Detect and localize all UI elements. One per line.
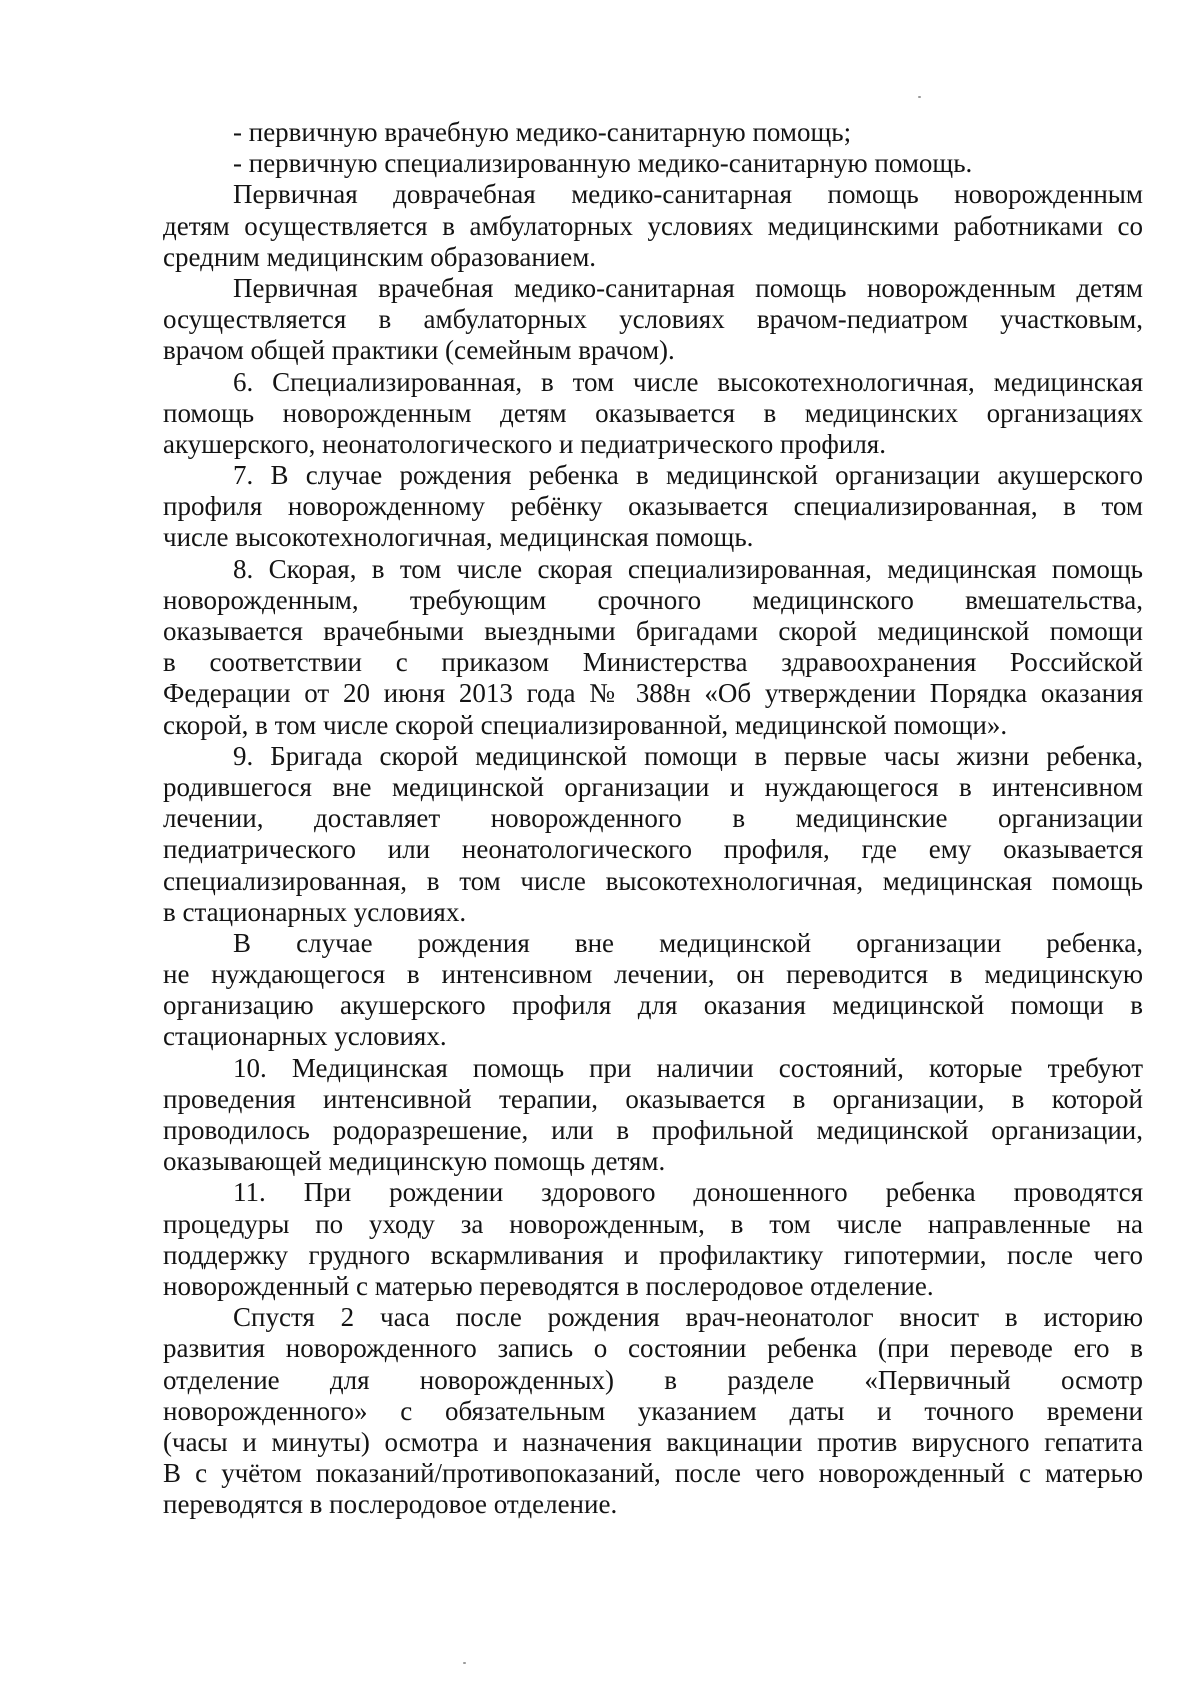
clause-10-line: проведения интенсивной терапии, оказывается в организации, в которой bbox=[163, 1083, 1143, 1114]
clause-9-line: педиатрического или неонатологического профиля, где ему оказывается bbox=[163, 834, 1143, 865]
clause-8-line: в соответствии с приказом Министерства здравоохранения Российской bbox=[163, 647, 1143, 678]
list-item-primary-physician-care: - первичную врачебную медико-санитарную помощь; bbox=[233, 117, 852, 147]
paragraph-line: организацию акушерского профиля для оказания медицинской помощи в bbox=[163, 990, 1143, 1021]
clause-11-line: 11. При рождении здорового доношенного ребенка проводятся bbox=[233, 1177, 1143, 1208]
paragraph-line: новорожденного» с обязательным указанием даты и точного времени bbox=[163, 1395, 1143, 1426]
clause-6-line: 6. Специализированная, в том числе высокотехнологичная, медицинская bbox=[233, 366, 1143, 397]
paragraph-line: Спустя 2 часа после рождения врач-неонатолог вносит в историю bbox=[233, 1302, 1143, 1333]
paragraph-line: детям осуществляется в амбулаторных условиях медицинскими работниками со bbox=[163, 210, 1143, 241]
clause-8-line: 8. Скорая, в том числе скорая специализированная, медицинская помощь bbox=[233, 553, 1143, 584]
paragraph-line: врачом общей практики (семейным врачом). bbox=[163, 335, 675, 366]
clause-10-line: 10. Медицинская помощь при наличии состояний, которые требуют bbox=[233, 1052, 1143, 1083]
paragraph-line: В с учётом показаний/противопоказаний, после чего новорожденный с матерью bbox=[163, 1458, 1143, 1489]
clause-7-line: профиля новорожденному ребёнку оказывается специализированная, в том bbox=[163, 491, 1143, 522]
clause-8-line: новорожденным, требующим срочного медицинского вмешательства, bbox=[163, 584, 1143, 615]
clause-8-line: скорой, в том числе скорой специализированной, медицинской помощи». bbox=[163, 709, 1008, 740]
clause-9-line: родившегося вне медицинской организации и нуждающегося в интенсивном bbox=[163, 771, 1143, 802]
clause-9-line: специализированная, в том числе высокотехнологичная, медицинская помощь bbox=[163, 865, 1143, 896]
paragraph-line: переводятся в послеродовое отделение. bbox=[163, 1489, 618, 1520]
paragraph-line: В случае рождения вне медицинской организации ребенка, bbox=[233, 927, 1143, 958]
scan-speck bbox=[463, 1662, 466, 1664]
clause-8-line: оказывается врачебными выездными бригадами скорой медицинской помощи bbox=[163, 616, 1143, 646]
paragraph-line: развития новорожденного запись о состоянии ребенка (при переводе его в bbox=[163, 1333, 1143, 1364]
paragraph-line: (часы и минуты) осмотра и назначения вакцинации против вирусного гепатита bbox=[163, 1426, 1143, 1457]
clause-6-line: помощь новорожденным детям оказывается в медицинских организациях bbox=[163, 397, 1143, 428]
paragraph-line: стационарных условиях. bbox=[163, 1021, 447, 1052]
scan-speck bbox=[918, 96, 921, 98]
paragraph-line: осуществляется в амбулаторных условиях врачом-педиатром участковым, bbox=[163, 304, 1143, 335]
paragraph-line: отделение для новорожденных) в разделе «Первичный осмотр bbox=[163, 1364, 1143, 1395]
clause-9-line: лечении, доставляет новорожденного в медицинские организации bbox=[163, 803, 1143, 834]
document-body bbox=[163, 117, 1143, 1520]
clause-9-line: 9. Бригада скорой медицинской помощи в первые часы жизни ребенка, bbox=[233, 740, 1143, 771]
clause-9-line: в стационарных условиях. bbox=[163, 896, 467, 927]
clause-6-line: акушерского, неонатологического и педиатрического профиля. bbox=[163, 428, 886, 459]
paragraph-line: средним медицинским образованием. bbox=[163, 241, 597, 272]
clause-7-line: 7. В случае рождения ребенка в медицинской организации акушерского bbox=[233, 460, 1143, 491]
clause-10-line: оказывающей медицинскую помощь детям. bbox=[163, 1146, 666, 1177]
clause-11-line: процедуры по уходу за новорожденным, в том числе направленные на bbox=[163, 1208, 1143, 1239]
list-item-primary-specialized-care: - первичную специализированную медико-санитарную помощь. bbox=[233, 148, 973, 179]
paragraph-line: Первичная доврачебная медико-санитарная помощь новорожденным bbox=[233, 179, 1143, 210]
paragraph-line: Первичная врачебная медико-санитарная помощь новорожденным детям bbox=[233, 272, 1143, 303]
clause-10-line: проводилось родоразрешение, или в профильной медицинской организации, bbox=[163, 1115, 1143, 1145]
paragraph-line: не нуждающегося в интенсивном лечении, он переводится в медицинскую bbox=[163, 959, 1143, 990]
clause-8-line: Федерации от 20 июня 2013 года № 388н «Об утверждении Порядка оказания bbox=[163, 678, 1143, 709]
clause-7-line: числе высокотехнологичная, медицинская помощь. bbox=[163, 522, 754, 553]
clause-11-line: новорожденный с матерью переводятся в послеродовое отделение. bbox=[163, 1270, 934, 1301]
clause-11-line: поддержку грудного вскармливания и профилактику гипотермии, после чего bbox=[163, 1239, 1143, 1270]
